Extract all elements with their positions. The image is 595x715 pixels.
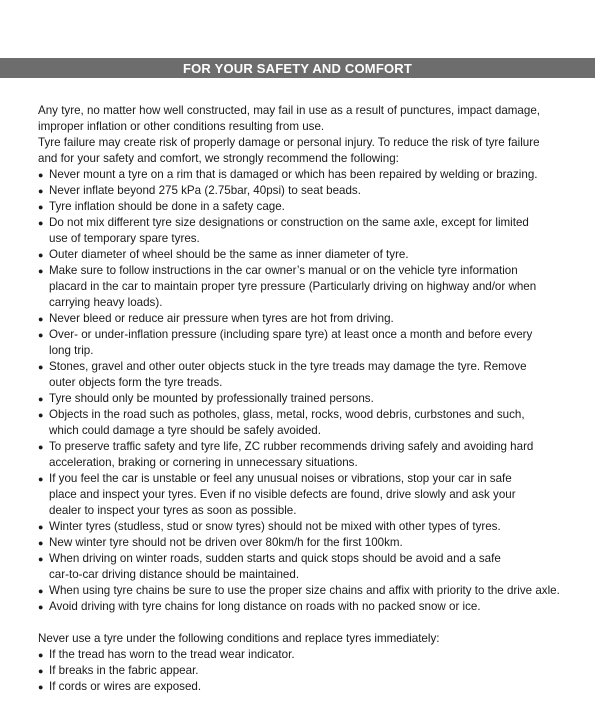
list-item (38, 359, 568, 391)
intro-line: Any tyre, no matter how well constructed, may fail in use as a result of punctures, impact damage, (38, 104, 540, 117)
bullet-line: carrying heavy loads). (49, 296, 163, 309)
bullet-line: ● Never inflate beyond 275 kPa (2.75bar, 40psi) to seat beads. (49, 184, 361, 197)
list-item (38, 535, 568, 551)
bullet-line: ● Never mount a tyre on a rim that is damaged or which has been repaired by welding or brazing. (49, 168, 538, 181)
list-item (38, 407, 568, 439)
list-item (38, 263, 568, 311)
bullet-line: ● If you feel the car is unstable or feel any unusual noises or vibrations, stop your car in safe (49, 472, 512, 485)
section2-intro: Never use a tyre under the following conditions and replace tyres immediately: (38, 632, 440, 645)
list-item (38, 215, 568, 247)
bullet-line: which could damage a tyre should be safely avoided. (49, 424, 321, 437)
list-item (38, 679, 568, 695)
bullet-line: ● Avoid driving with tyre chains for long distance on roads with no packed snow or ice. (49, 600, 481, 613)
list-item (38, 599, 568, 615)
bullet-line: placard in the car to maintain proper tyre pressure (Particularly driving on highway and/or when (49, 280, 537, 293)
bullet-line: ● Never bleed or reduce air pressure when tyres are hot from driving. (49, 312, 394, 325)
bullet-line: place and inspect your tyres. Even if no visible defects are found, drive slowly and ask your (49, 488, 516, 501)
section-header-banner (0, 58, 595, 78)
safety-bullet-list (38, 167, 568, 615)
bullet-line: ● When driving on winter roads, sudden starts and quick stops should be avoid and a safe (49, 552, 501, 565)
list-item (38, 647, 568, 663)
bullet-line: ● Outer diameter of wheel should be the same as inner diameter of tyre. (49, 248, 409, 261)
bullet-line: ● Make sure to follow instructions in the car owner’s manual or on the vehicle tyre information (49, 264, 518, 277)
list-item (38, 663, 568, 679)
bullet-line: car-to-car driving distance should be maintained. (49, 568, 300, 581)
bullet-line: ● Objects in the road such as potholes, glass, metal, rocks, wood debris, curbstones and such, (49, 408, 525, 421)
bullet-line: ● Stones, gravel and other outer objects stuck in the tyre treads may damage the tyre. Remove (49, 360, 527, 373)
bullet-line: use of temporary spare tyres. (49, 232, 200, 245)
list-item (38, 551, 568, 583)
list-item (38, 391, 568, 407)
bullet-line: acceleration, braking or cornering in unnecessary situations. (49, 456, 358, 469)
intro-line: improper inflation or other conditions resulting from use. (38, 120, 325, 133)
bullet-line: dealer to inspect your tyres as soon as possible. (49, 504, 297, 517)
bullet-line: ● Winter tyres (studless, stud or snow tyres) should not be mixed with other types of tyres. (49, 520, 501, 533)
list-item (38, 183, 568, 199)
intro-line: Tyre failure may create risk of properly damage or personal injury. To reduce the risk of tyre failure (38, 136, 540, 149)
bullet-line: ● To preserve traffic safety and tyre life, ZC rubber recommends driving safely and avoiding hard (49, 440, 534, 453)
document-body (38, 103, 568, 695)
intro-line: and for your safety and comfort, we strongly recommend the following: (38, 152, 399, 165)
list-item (38, 247, 568, 263)
list-item (38, 439, 568, 471)
bullet-line: ● When using tyre chains be sure to use the proper size chains and affix with priority to the drive axle. (49, 584, 560, 597)
list-item (38, 519, 568, 535)
bullet-line: long trip. (49, 344, 94, 357)
bullet-line: ● If the tread has worn to the tread wear indicator. (49, 648, 295, 661)
bullet-line: ● Tyre inflation should be done in a safety cage. (49, 200, 285, 213)
bullet-line: ● Tyre should only be mounted by professionally trained persons. (49, 392, 374, 405)
list-item (38, 471, 568, 519)
list-item (38, 199, 568, 215)
list-item (38, 327, 568, 359)
bullet-line: ● Do not mix different tyre size designations or construction on the same axle, except for limited (49, 216, 529, 229)
section-title: FOR YOUR SAFETY AND COMFORT (182, 60, 413, 76)
intro-paragraph (38, 103, 568, 167)
list-item (38, 167, 568, 183)
bullet-line: outer objects form the tyre treads. (49, 376, 223, 389)
replacement-bullet-list (38, 647, 568, 695)
bullet-line: ● If breaks in the fabric appear. (49, 664, 199, 677)
spacer (38, 615, 568, 631)
bullet-line: ● New winter tyre should not be driven over 80km/h for the first 100km. (49, 536, 403, 549)
bullet-line: ● Over- or under-inflation pressure (including spare tyre) at least once a month and before every (49, 328, 533, 341)
list-item (38, 583, 568, 599)
bullet-line: ● If cords or wires are exposed. (49, 680, 202, 693)
list-item (38, 311, 568, 327)
